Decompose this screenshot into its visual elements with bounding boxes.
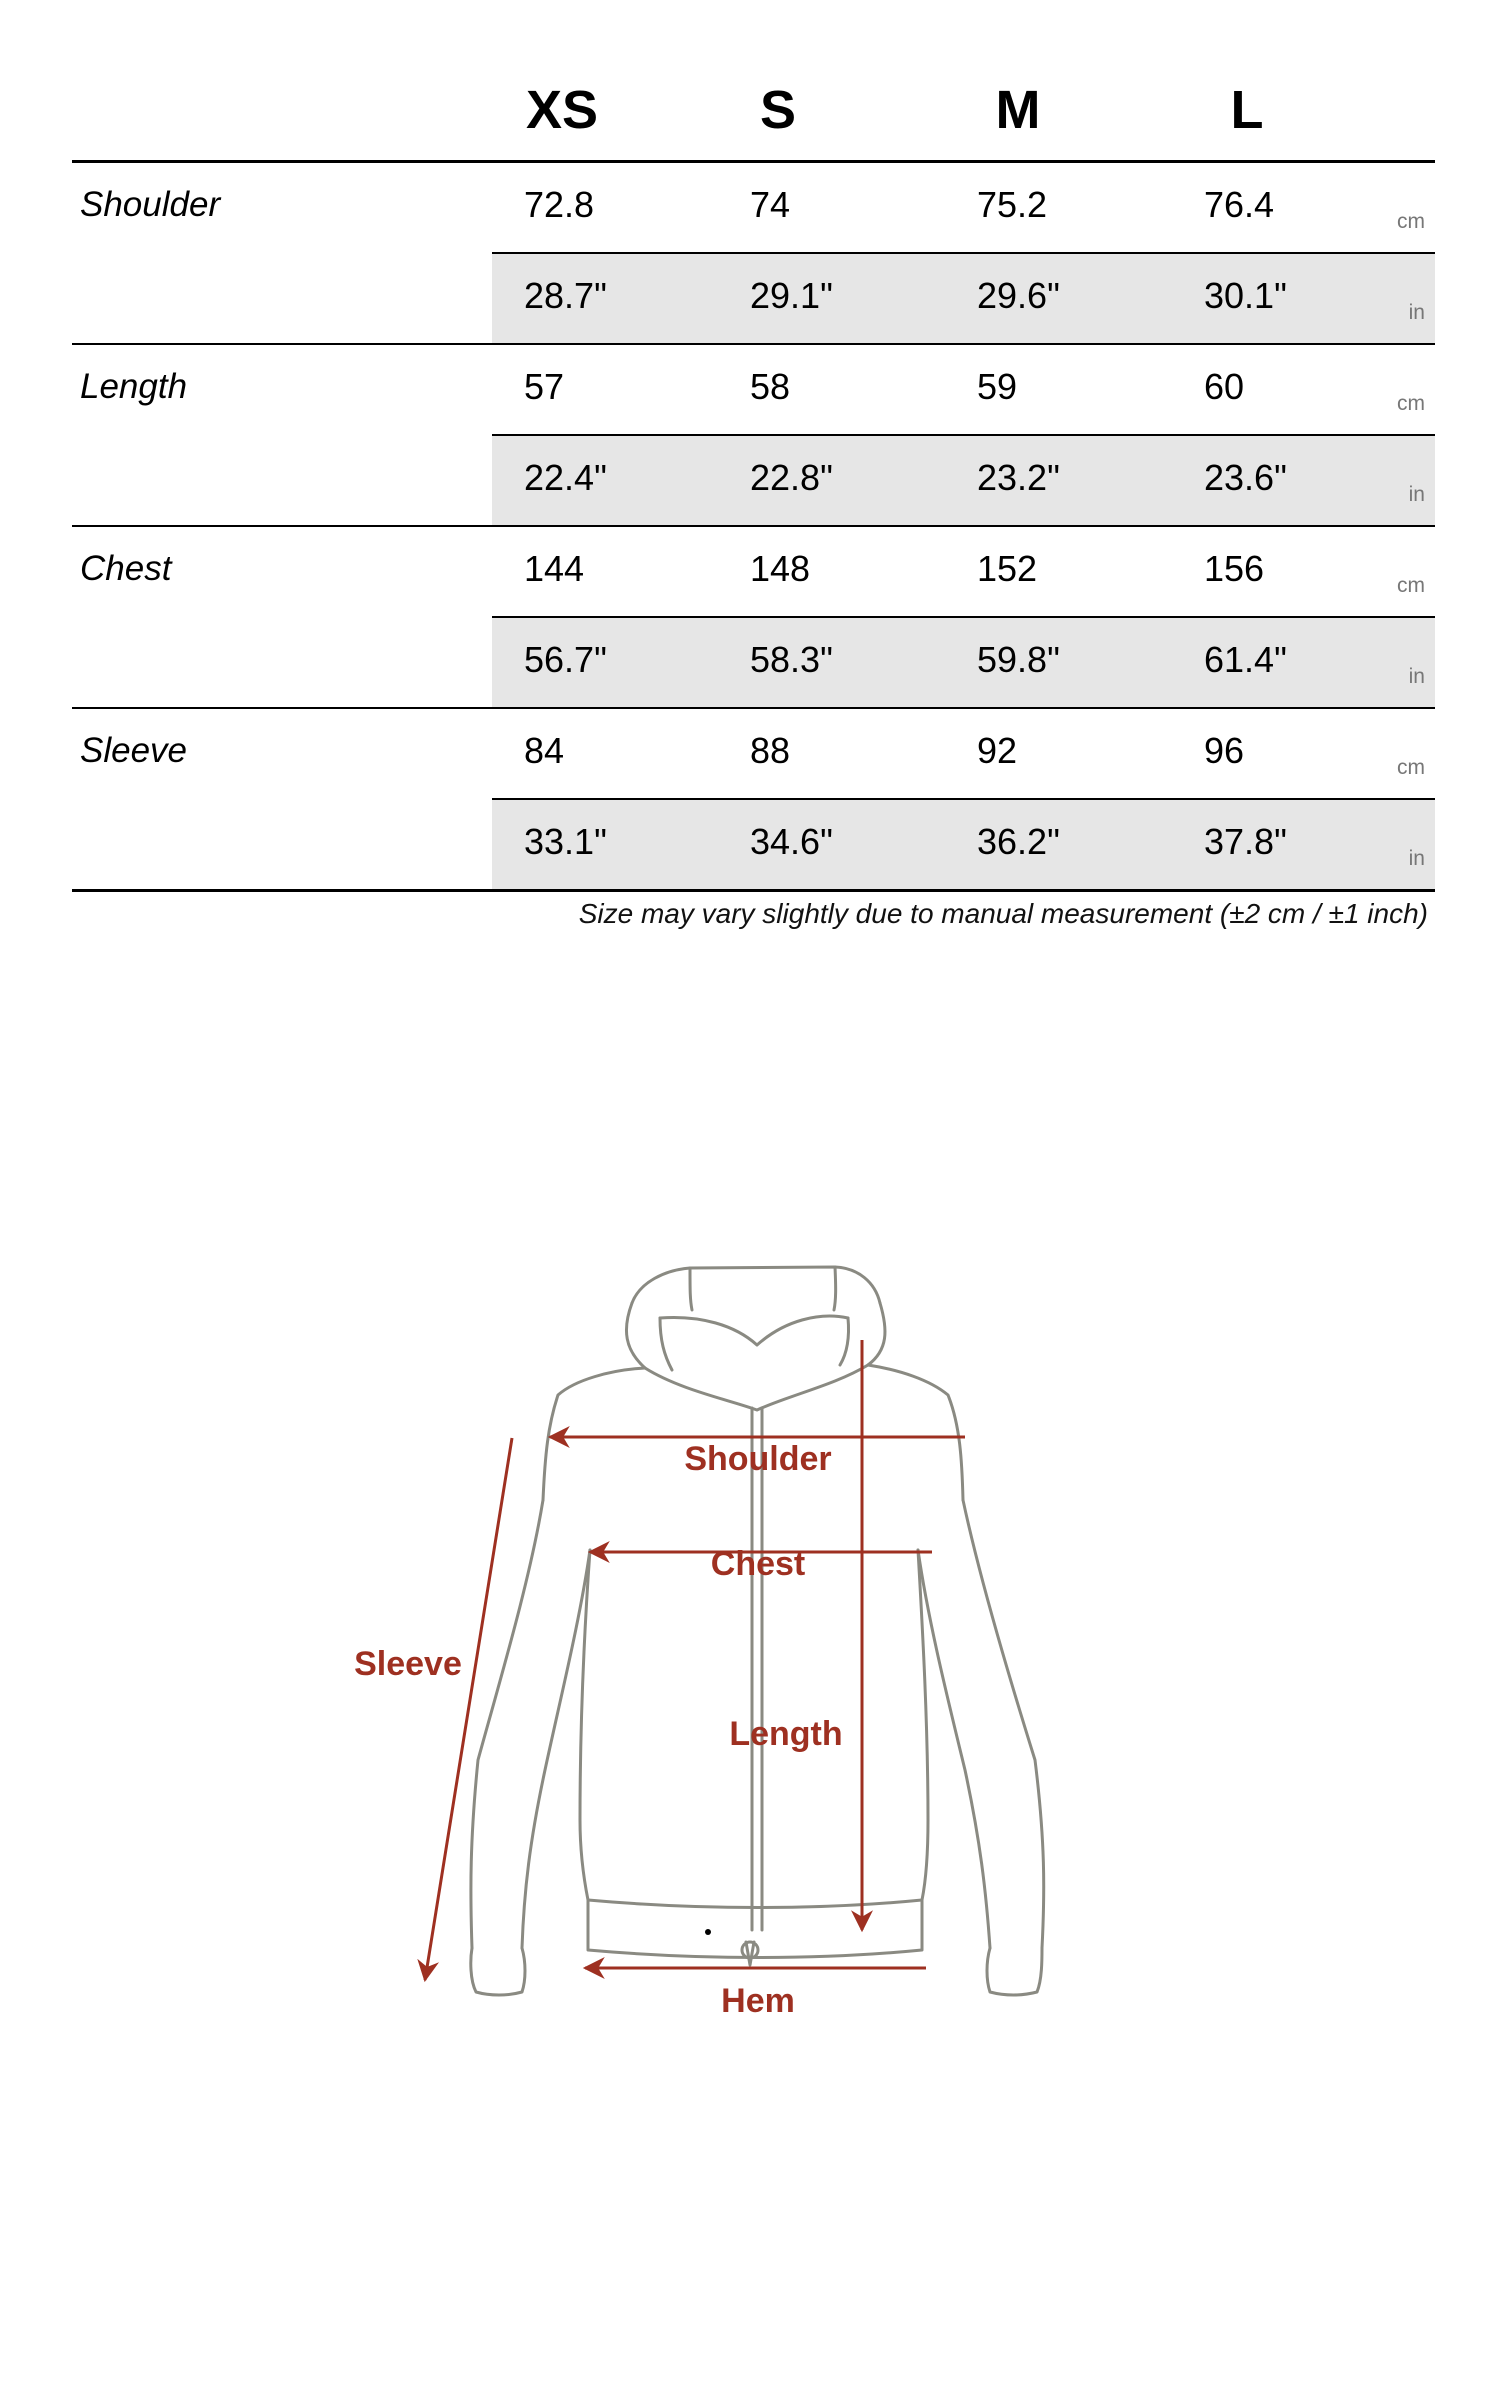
value-cell: 148: [750, 548, 811, 589]
value-cell: 23.2": [977, 457, 1060, 498]
value-cell: 144: [524, 548, 585, 589]
measurement-label: Chest: [80, 549, 172, 588]
value-cell: 37.8": [1204, 821, 1287, 862]
hem-label: Hem: [721, 1982, 795, 2020]
value-cell: 59.8": [977, 639, 1060, 680]
row-in: [492, 800, 1435, 889]
size-chart-table: [72, 66, 1435, 929]
value-cell: 23.6": [1204, 457, 1287, 498]
size-header-row: [72, 66, 1435, 163]
sleeve-label: Sleeve: [354, 1645, 462, 1683]
value-cell: 88: [750, 730, 791, 771]
value-cell: 36.2": [977, 821, 1060, 862]
unit-label: in: [1408, 665, 1425, 688]
unit-label: cm: [1397, 756, 1425, 779]
size-header-m: M: [995, 80, 1041, 140]
shoulder-label: Shoulder: [684, 1440, 832, 1478]
measurement-group-chest: [72, 527, 1435, 709]
unit-label: cm: [1397, 392, 1425, 415]
hoodie-outline-drawing: [0, 1200, 1500, 2040]
value-cell: 22.4": [524, 457, 607, 498]
size-header-l: L: [1230, 80, 1264, 140]
row-cm: [492, 163, 1435, 254]
measurement-group-sleeve: [72, 709, 1435, 892]
value-cell: 28.7": [524, 275, 607, 316]
unit-label: in: [1408, 483, 1425, 506]
length-label: Length: [729, 1715, 843, 1753]
measurement-group-shoulder: [72, 163, 1435, 345]
measurement-label: Length: [80, 367, 188, 406]
value-cell: 59: [977, 366, 1018, 407]
value-cell: 22.8": [750, 457, 833, 498]
sleeve-arrow: [425, 1438, 512, 1980]
measurement-note: Size may vary slightly due to manual measurement (±2 cm / ±1 inch): [578, 898, 1428, 929]
value-cell: 96: [1204, 730, 1245, 771]
unit-label: in: [1408, 301, 1425, 324]
row-cm: [492, 527, 1435, 618]
size-header-s: S: [759, 80, 797, 140]
value-cell: 30.1": [1204, 275, 1287, 316]
value-cell: 75.2: [977, 184, 1048, 225]
measurement-label: Sleeve: [80, 731, 188, 770]
row-in: [492, 436, 1435, 525]
value-cell: 74: [750, 184, 791, 225]
unit-label: cm: [1397, 574, 1425, 597]
zipper-pull-dot: [705, 1929, 711, 1935]
value-cell: 58.3": [750, 639, 833, 680]
row-in: [492, 254, 1435, 343]
value-cell: 29.6": [977, 275, 1060, 316]
value-cell: 92: [977, 730, 1018, 771]
value-cell: 76.4: [1204, 184, 1275, 225]
hoodie-outline: [471, 1267, 1044, 1995]
row-cm: [492, 709, 1435, 800]
value-cell: 72.8: [524, 184, 595, 225]
value-cell: 156: [1204, 548, 1265, 589]
hoodie-diagram: [0, 1200, 1500, 2040]
size-header-xs: XS: [525, 80, 599, 140]
value-cell: 84: [524, 730, 565, 771]
value-cell: 58: [750, 366, 791, 407]
unit-label: in: [1408, 847, 1425, 870]
value-cell: 60: [1204, 366, 1245, 407]
value-cell: 56.7": [524, 639, 607, 680]
value-cell: 29.1": [750, 275, 833, 316]
value-cell: 57: [524, 366, 565, 407]
row-cm: [492, 345, 1435, 436]
value-cell: 61.4": [1204, 639, 1287, 680]
row-in: [492, 618, 1435, 707]
value-cell: 33.1": [524, 821, 607, 862]
measurement-label: Shoulder: [80, 185, 221, 224]
value-cell: 34.6": [750, 821, 833, 862]
chest-label: Chest: [710, 1545, 806, 1583]
measurement-group-length: [72, 345, 1435, 527]
value-cell: 152: [977, 548, 1038, 589]
unit-label: cm: [1397, 210, 1425, 233]
